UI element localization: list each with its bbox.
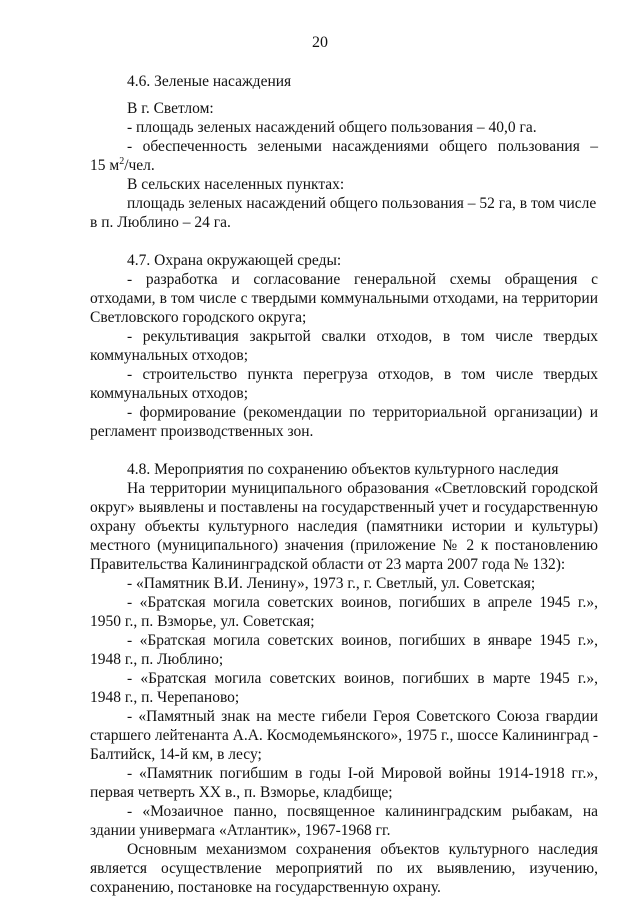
- heritage-conclusion: сохранению, постановке на государственную охрану.: [90, 879, 441, 896]
- city-line-unit: /чел.: [124, 157, 155, 174]
- heritage-line: охрану объекты культурного наследия (памятники истории и культуры): [90, 518, 598, 535]
- env-line: регламент производственных зон.: [90, 423, 314, 440]
- env-line: коммунальных отходов;: [90, 347, 249, 364]
- rural-label: В сельских населенных пунктах:: [127, 176, 345, 193]
- heritage-item: - «Братская могила советских воинов, погибших в апреле 1945 г.»,: [127, 594, 598, 611]
- heritage-line: 1948 г., п. Люблино;: [90, 651, 224, 668]
- superscript-2: 2: [119, 155, 125, 167]
- env-line: - формирование (рекомендации по территориальной организации) и: [127, 404, 598, 421]
- heritage-line: местного (муниципального) значения (приложение № 2 к постановлению: [90, 537, 598, 554]
- heritage-item: - «Памятник В.И. Ленину», 1973 г., г. Светлый, ул. Советская;: [127, 575, 536, 592]
- env-line: Светловского городского округа;: [90, 309, 307, 326]
- page-number: 20: [312, 34, 328, 51]
- heritage-item: - «Братская могила советских воинов, погибших в январе 1945 г.»,: [127, 632, 598, 649]
- city-line: [90, 156, 598, 175]
- heritage-line: Балтийск, 14-й км, в лесу;: [90, 746, 262, 763]
- env-line: - строительство пункта перегруза отходов, в том числе твердых: [127, 366, 598, 383]
- heritage-line: первая четверть XX в., п. Взморье, кладбище;: [90, 784, 393, 801]
- heritage-item: - «Памятник погибшим в годы I-ой Мировой войны 1914-1918 гг.»,: [127, 765, 598, 782]
- section-heading-heritage: 4.8. Мероприятия по сохранению объектов культурного наследия: [127, 461, 559, 478]
- heritage-item: - «Мозаичное панно, посвященное калининградским рыбакам, на: [127, 803, 598, 820]
- env-line: - рекультивация закрытой свалки отходов, в том числе твердых: [127, 328, 598, 345]
- heritage-line: На территории муниципального образования «Светловский городской: [127, 480, 598, 497]
- heritage-line: старшего лейтенанта А.А. Космодемьянского», 1975 г., шоссе Калининград -: [90, 727, 598, 744]
- heritage-line: 1950 г., п. Взморье, ул. Советская;: [90, 613, 315, 630]
- rural-line: в п. Люблино – 24 га.: [90, 214, 231, 231]
- section-heading-env: 4.7. Охрана окружающей среды:: [127, 252, 342, 269]
- heritage-item: - «Памятный знак на месте гибели Героя Советского Союза гвардии: [127, 708, 598, 725]
- heritage-conclusion: является осуществление мероприятий по их выявлению, изучению,: [90, 860, 598, 877]
- document-body: [90, 72, 598, 897]
- city-line: - обеспеченность зелеными насаждениями общего пользования –: [127, 138, 598, 155]
- env-line: - разработка и согласование генеральной схемы обращения с: [127, 271, 598, 288]
- heritage-line: 1948 г., п. Черепаново;: [90, 689, 240, 706]
- heritage-conclusion: Основным механизмом сохранения объектов культурного наследия: [127, 841, 598, 858]
- city-line-value: 15 м: [90, 157, 120, 174]
- rural-line: площадь зеленых насаждений общего пользования – 52 га, в том числе: [127, 195, 597, 212]
- city-label: В г. Светлом:: [127, 100, 214, 117]
- heritage-line: Правительства Калининградской области от 23 марта 2007 года № 132):: [90, 556, 566, 573]
- section-heading-green: 4.6. Зеленые насаждения: [127, 73, 292, 90]
- env-line: коммунальных отходов;: [90, 385, 249, 402]
- city-line: - площадь зеленых насаждений общего пользования – 40,0 га.: [127, 119, 537, 136]
- heritage-line: здании универмага «Атлантик», 1967-1968 гг.: [90, 822, 391, 839]
- heritage-item: - «Братская могила советских воинов, погибших в марте 1945 г.»,: [127, 670, 598, 687]
- env-line: отходами, в том числе с твердыми коммунальными отходами, на территории: [90, 290, 598, 307]
- heritage-line: округ» выявлены и поставлены на государственный учет и государственную: [90, 499, 598, 516]
